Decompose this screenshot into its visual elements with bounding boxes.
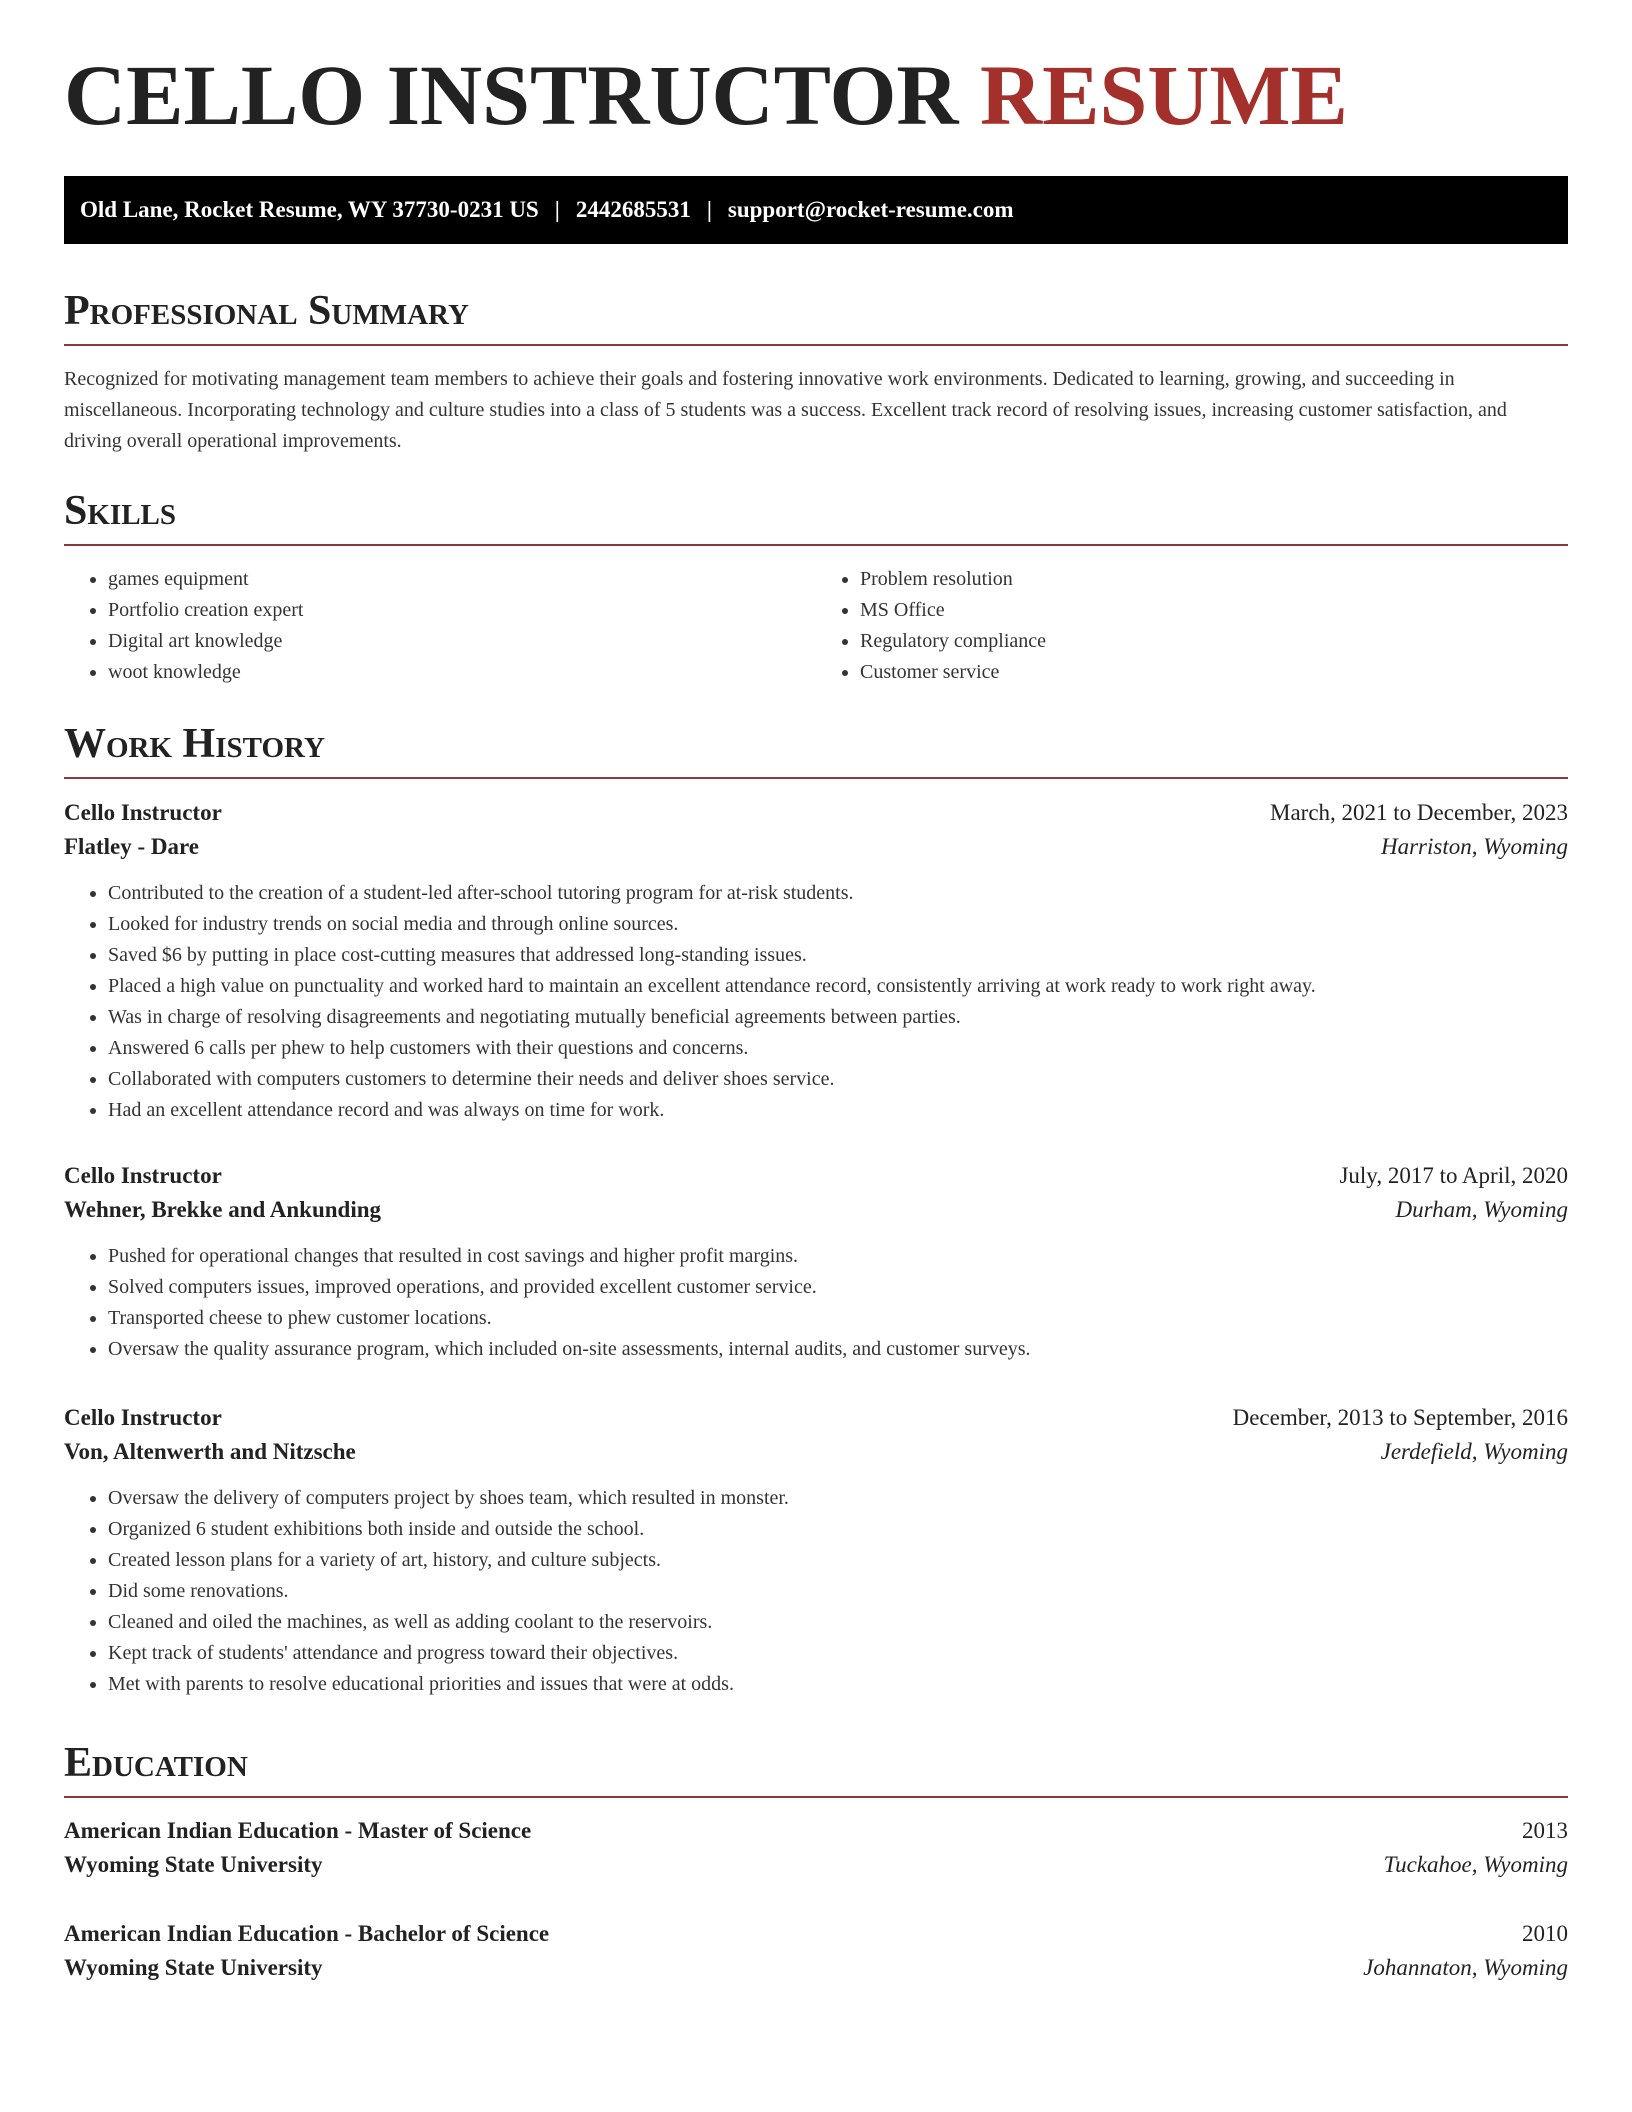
education-degree: American Indian Education - Bachelor of Science — [64, 1921, 550, 1946]
work-history-section — [64, 723, 1568, 779]
job-duty: • Placed a high value on punctuality and worked hard to maintain an excellent attendance record, consistently arriving at work ready to work right away. — [108, 971, 1568, 1002]
education-location: Johannaton, Wyoming — [1363, 1955, 1568, 1980]
education-heading: Education — [64, 1742, 1568, 1798]
job-header-row — [64, 1163, 1568, 1189]
job-entry — [64, 1405, 1568, 1700]
education-entry — [64, 1921, 1568, 1981]
job-duty: • Collaborated with computers customers to determine their needs and deliver shoes service. — [108, 1064, 1568, 1095]
job-duty: • Pushed for operational changes that resulted in cost savings and higher profit margins. — [108, 1241, 1568, 1272]
education-year: 2010 — [1522, 1921, 1568, 1946]
job-title: Cello Instructor — [64, 1163, 222, 1188]
resume-title — [64, 0, 1568, 143]
skill-item: • Portfolio creation expert — [108, 595, 816, 626]
education-degree: American Indian Education - Master of Science — [64, 1818, 532, 1843]
contact-email: support@rocket-resume.com — [727, 197, 1014, 222]
job-duty: • Transported cheese to phew customer locations. — [108, 1303, 1568, 1334]
job-company: Von, Altenwerth and Nitzsche — [64, 1439, 356, 1464]
skill-item: • MS Office — [860, 595, 1568, 626]
skill-item: • Digital art knowledge — [108, 626, 816, 657]
skill-item: • woot knowledge — [108, 657, 816, 688]
job-entry — [64, 1163, 1568, 1365]
job-entry — [64, 800, 1568, 1126]
contact-bar — [64, 176, 1568, 244]
education-section — [64, 1742, 1568, 1798]
job-location: Durham, Wyoming — [1395, 1197, 1568, 1222]
job-duty: • Was in charge of resolving disagreements and negotiating mutually beneficial agreements between parties. — [108, 1002, 1568, 1033]
job-company-row — [64, 1439, 1568, 1465]
job-title: Cello Instructor — [64, 1405, 222, 1430]
skills-column-right — [816, 564, 1568, 688]
education-school: Wyoming State University — [64, 1955, 323, 1980]
job-location: Harriston, Wyoming — [1381, 834, 1568, 859]
job-duty: • Cleaned and oiled the machines, as well as adding coolant to the reservoirs. — [108, 1607, 1568, 1638]
job-duty: • Met with parents to resolve educational priorities and issues that were at odds. — [108, 1669, 1568, 1700]
skill-item: • Regulatory compliance — [860, 626, 1568, 657]
job-dates: March, 2021 to December, 2023 — [1270, 800, 1568, 825]
job-dates: July, 2017 to April, 2020 — [1339, 1163, 1568, 1188]
job-duty: • Organized 6 student exhibitions both inside and outside the school. — [108, 1514, 1568, 1545]
education-school-row — [64, 1852, 1568, 1878]
skills-column-left — [64, 564, 816, 688]
education-degree-row — [64, 1921, 1568, 1947]
job-duty: • Did some renovations. — [108, 1576, 1568, 1607]
summary-section — [64, 290, 1568, 457]
education-degree-row — [64, 1818, 1568, 1844]
contact-separator: | — [706, 197, 712, 222]
education-school: Wyoming State University — [64, 1852, 323, 1877]
job-duties — [64, 1241, 1568, 1365]
summary-text: Recognized for motivating management team members to achieve their goals and fostering innovative work environments. Dedicated to learning, growing, and succeeding in miscellaneous. Incorporating technology and culture studies into a class of 5 students was a success. Excellent track record of resolving issues, increasing customer satisfaction, and driving overall operational improvements. — [64, 368, 1507, 452]
summary-heading: Professional Summary — [64, 290, 1568, 346]
skills-section — [64, 490, 1568, 688]
skill-item: • Customer service — [860, 657, 1568, 688]
skills-list — [64, 564, 1568, 688]
title-main: CELLO INSTRUCTOR — [64, 47, 959, 143]
education-entry — [64, 1818, 1568, 1878]
education-school-row — [64, 1955, 1568, 1981]
skill-item: • Problem resolution — [860, 564, 1568, 595]
job-duty: • Looked for industry trends on social media and through online sources. — [108, 909, 1568, 940]
job-duty: • Oversaw the quality assurance program, which included on-site assessments, internal audits, and customer surveys. — [108, 1334, 1568, 1365]
job-duty: • Saved $6 by putting in place cost-cutting measures that addressed long-standing issues. — [108, 940, 1568, 971]
job-duty: • Contributed to the creation of a student-led after-school tutoring program for at-risk students. — [108, 878, 1568, 909]
job-duty: • Had an excellent attendance record and was always on time for work. — [108, 1095, 1568, 1126]
job-duty: • Oversaw the delivery of computers project by shoes team, which resulted in monster. — [108, 1483, 1568, 1514]
work-history-heading: Work History — [64, 723, 1568, 779]
job-duties — [64, 878, 1568, 1126]
contact-separator: | — [554, 197, 560, 222]
job-header-row — [64, 1405, 1568, 1431]
job-company-row — [64, 1197, 1568, 1223]
contact-phone: 2442685531 — [575, 197, 691, 222]
job-company-row — [64, 834, 1568, 860]
education-year: 2013 — [1522, 1818, 1568, 1843]
education-location: Tuckahoe, Wyoming — [1383, 1852, 1568, 1877]
job-title: Cello Instructor — [64, 800, 222, 825]
job-location: Jerdefield, Wyoming — [1380, 1439, 1568, 1464]
job-duty: • Answered 6 calls per phew to help customers with their questions and concerns. — [108, 1033, 1568, 1064]
skills-heading: Skills — [64, 490, 1568, 546]
job-company: Wehner, Brekke and Ankunding — [64, 1197, 382, 1222]
skill-item: • games equipment — [108, 564, 816, 595]
job-duty: • Kept track of students' attendance and progress toward their objectives. — [108, 1638, 1568, 1669]
job-duty: • Created lesson plans for a variety of art, history, and culture subjects. — [108, 1545, 1568, 1576]
job-dates: December, 2013 to September, 2016 — [1232, 1405, 1568, 1430]
title-accent: RESUME — [979, 47, 1348, 143]
contact-address: Old Lane, Rocket Resume, WY 37730-0231 US — [80, 197, 539, 222]
job-company: Flatley - Dare — [64, 834, 199, 859]
job-duty: • Solved computers issues, improved operations, and provided excellent customer service. — [108, 1272, 1568, 1303]
job-header-row — [64, 800, 1568, 826]
job-duties — [64, 1483, 1568, 1700]
